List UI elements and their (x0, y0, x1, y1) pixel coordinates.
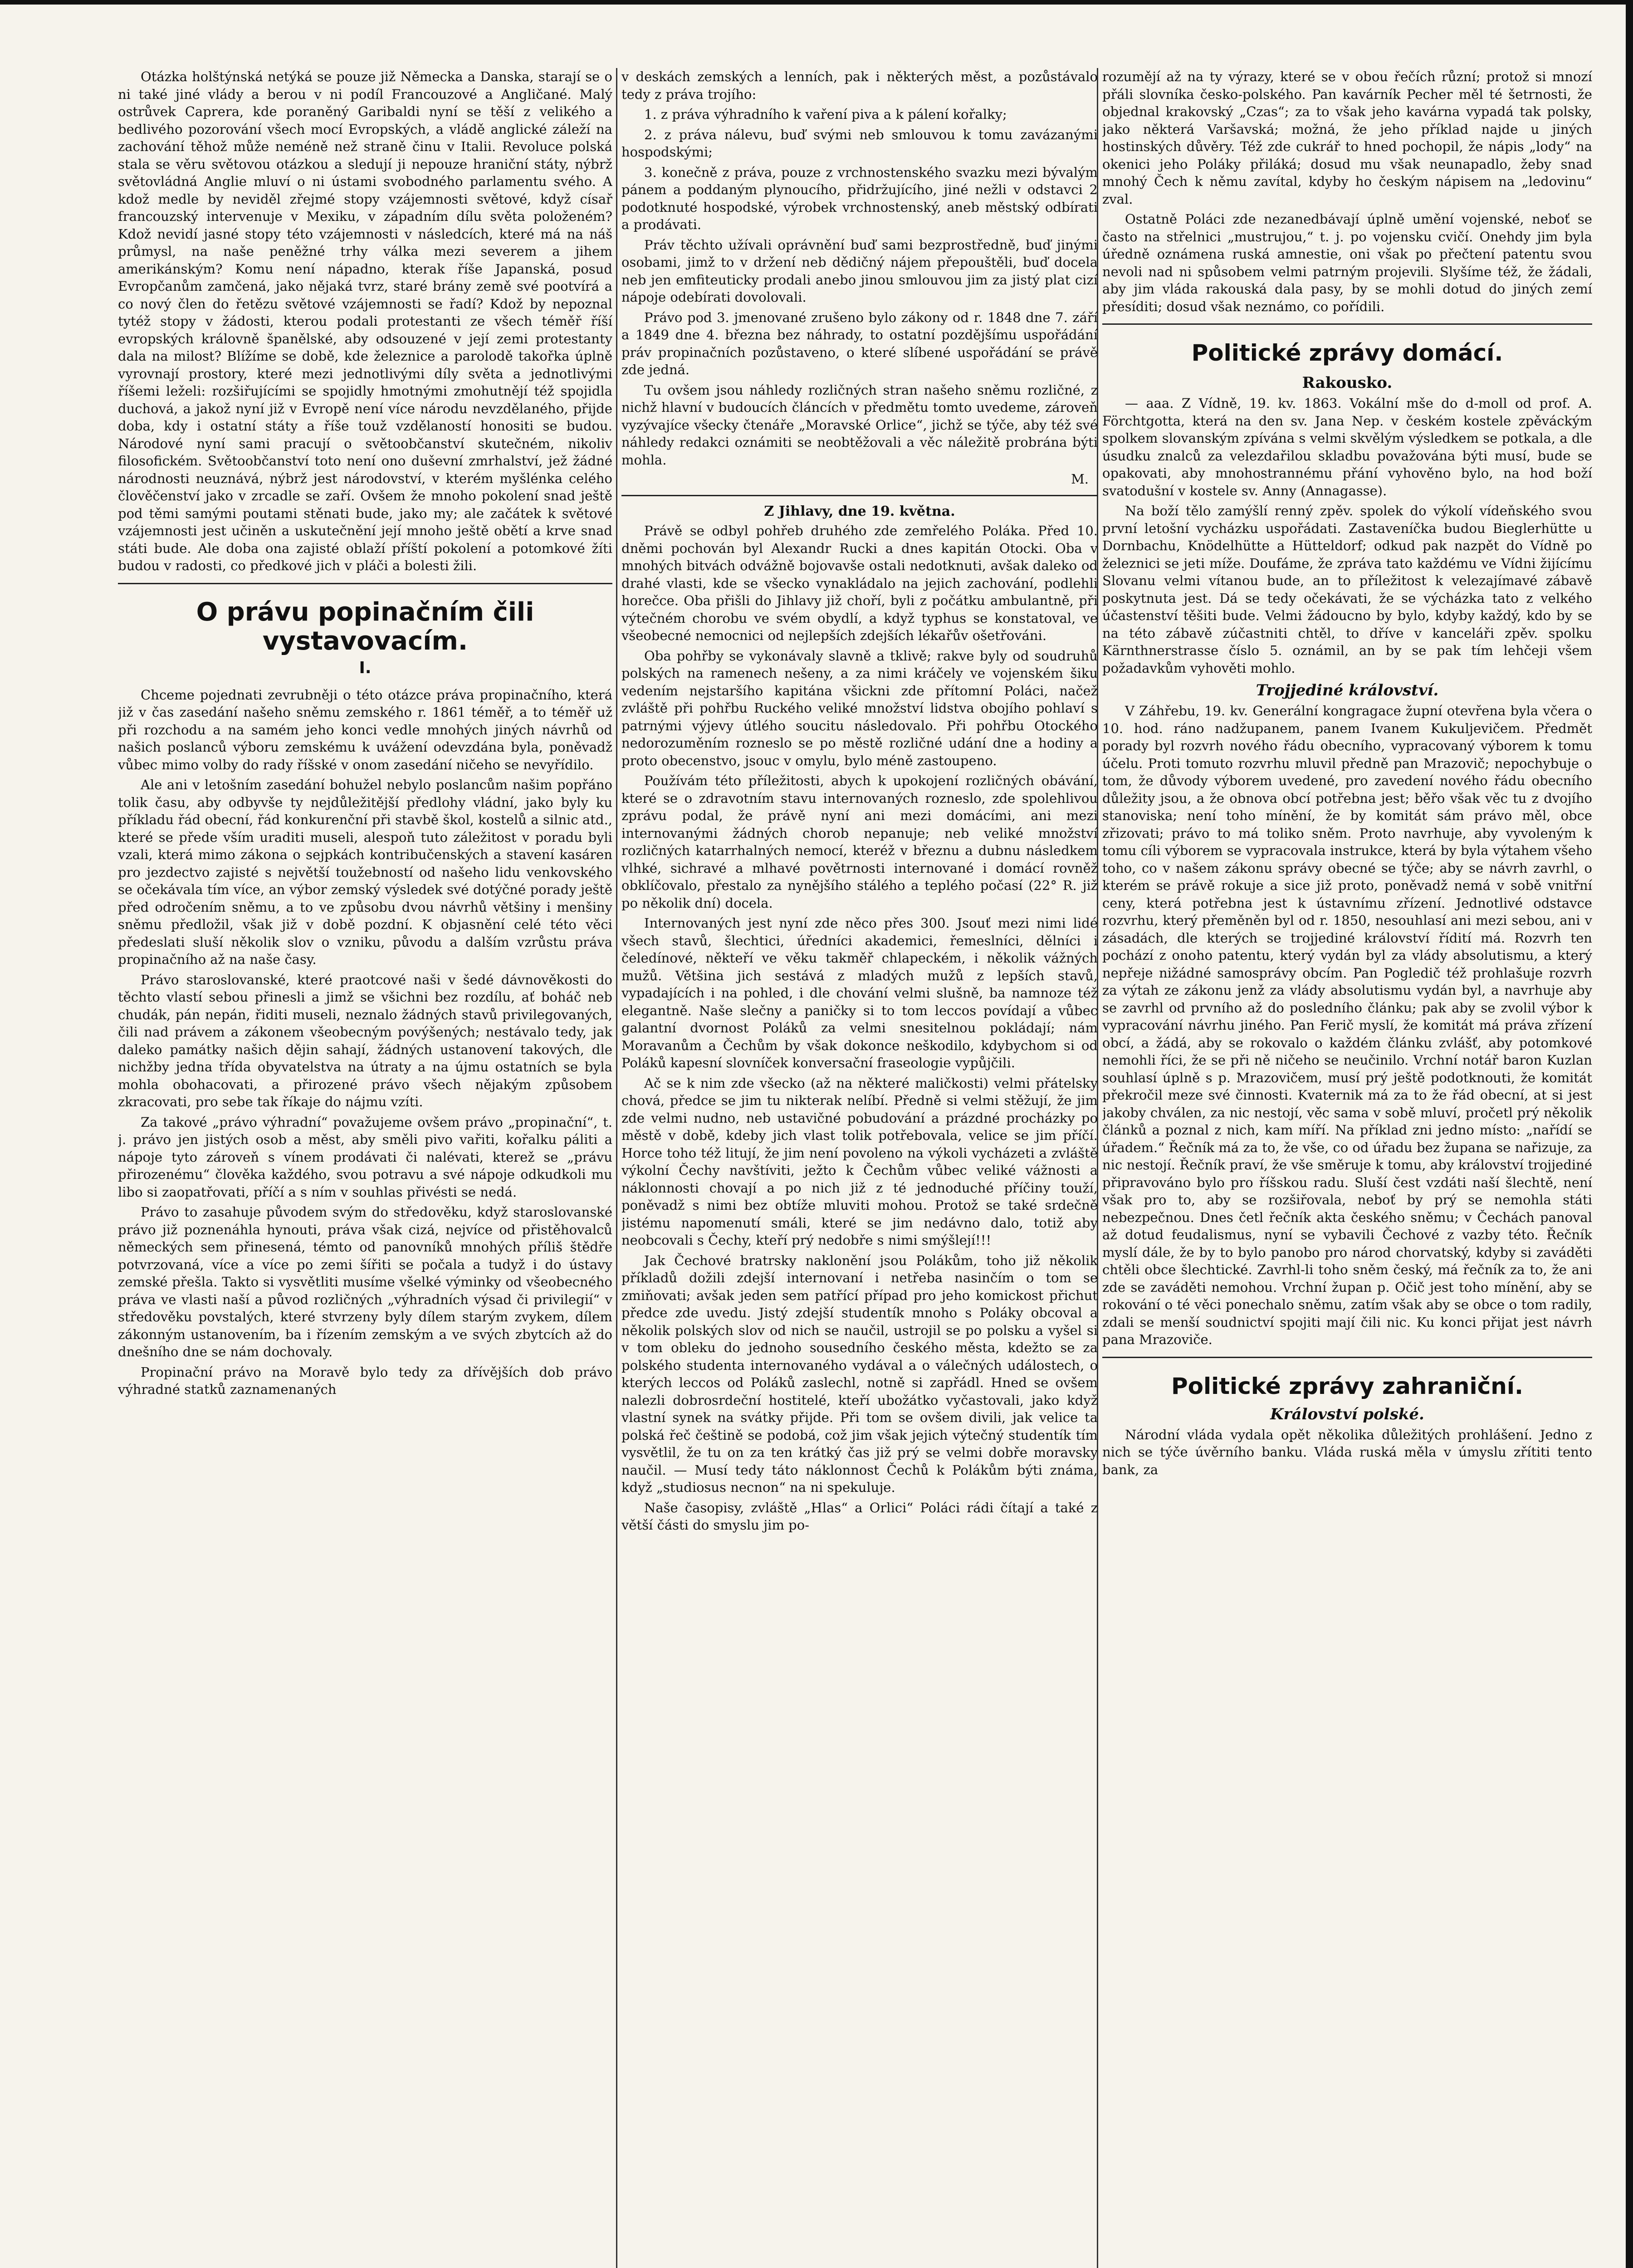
paragraph: Práv těchto užívali oprávnění buď sami bezprostředně, buď jinými osobami, jimž to v držení neb dědičný nájem přepouštěli, buď docela neb jen emfiteuticky prodali anebo jinou smlouvou jim za jistý plat cizí nápoje odebírati dovolovali. (621, 237, 1098, 305)
column-3 (1102, 68, 1592, 2268)
page-border-top (0, 0, 1633, 5)
paragraph: Právo pod 3. jmenované zrušeno bylo zákony od r. 1848 dne 7. září a 1849 dne 4. března bez náhrady, to ostatní pozdějšímu uspořádání práv propinačních pozůstaveno, o které slíbené uspořádání se právě zde jedná. (621, 309, 1098, 377)
section-heading-domestic: Politické zprávy domácí. (1191, 340, 1503, 366)
subheading-austria: Rakousko. (1302, 374, 1393, 392)
paragraph: 3. konečně z práva, pouze z vrchnostenského svazku mezi bývalým pánem a poddaným plynoucího, přidržujícího, jiné nežli v odstavci 2 podotknuté hospodské, výrobek vrchnostenský, aneb městský odbírati a prodávati. (621, 164, 1098, 232)
section-heading-foreign: Politické zprávy zahraniční. (1171, 1373, 1523, 1399)
paragraph: Internovaných jest nyní zde něco přes 300. Jsouť mezi nimi lidé všech stavů, šlechtici, úředníci akademici, řemeslníci, dělníci i čeledínové, někteří ve věku takměř chlapeckém, i několik vážných mužů. Většina jich sestává z mladých mužů z lepších stavů, vypadajících i na pohled, i dle chování velmi slušně, ba namnoze též elegantně. Naše slečny a paničky si to tom leccos povídají a vůbec galantní dvornost Poláků za velmi snesitelnou pokládají; nám Moravanům a Čechům by však dokonce neškodilo, kdybychom si od Poláků kapesní slovníček konversační fraseologie vypůjčili. (621, 915, 1098, 1070)
paragraph: Propinační právo na Moravě bylo tedy za dřívějších dob právo výhradné statků zaznamenaných (118, 1364, 612, 1397)
paragraph: Ale ani v letošním zasedání bohužel nebylo poslancům našim popřáno tolik času, aby odbyvše ty nejdůležitější předlohy vládní, jako byly ku příkladu řád obecní, řád konkurenční při stavbě škol, kostelů a silnic atd., které se přede vším uraditi museli, alespoň tuto záležitost v poradu byli vzali, která mimo zákona o sejpkách kontribučenských a stavení kasáren pro jezdectvo zajisté s největší toužebností od našeho lidu venkovského se očekávala tím více, an výbor zemský výsledek své dotýčné porady ještě před odročením sněmu, a to ve způsobu dvou návrhů většiny i menšiny sněmu předložil, však již v době pozdní. K objasnění celé této věci předeslati sluší několik slov o vzniku, původu a dalším vzrůstu práva propinačního až na naše časy. (118, 777, 612, 967)
paragraph: Naše časopisy, zvláště „Hlas“ a Orlici“ Poláci rádi čítají a také z větší části do smyslu jim po- (621, 1500, 1098, 1533)
paragraph: Chceme pojednati zevrubněji o této otázce práva propinačního, která již v čas zasedání našeho sněmu zemského r. 1861 téměř, a to téměř už při rozchodu a na samém jeho konci vedle mnohých jiných návrhů od našich poslanců výboru zemskému k uvážení odevzdána byla, poněvadž vůbec mimo volby do rady říšské v onom zasedání ničeho se nevyřídilo. (118, 687, 612, 772)
article-heading: O právu popinačním čili vystavovacím. (196, 597, 534, 656)
column-2 (621, 68, 1098, 2268)
paragraph: Právo staroslovanské, které praotcové naši v šedé dávnověkosti do těchto vlastí sebou přinesli a jimž se všichni bez rozdílu, ať boháč neb chudák, pán nepán, řiditi museli, neznalo žádných stavů privilegovaných, čili nad právem a zákonem všeobecným povýšených; nestávalo tedy, jak daleko památky našich dějin sahají, žádných ustanovení takových, dle nichžby jedna třída obyvatelstva na útraty a na újmu ostatních se byla mohla obohacovati, a přirozené právo všech nějakým způsobem zkracovati, pro sebe tak říkaje do nájmu vzíti. (118, 972, 612, 1110)
paragraph: Na boží tělo zamýšlí renný zpěv. spolek do výkolí vídeňského svou první letošní vycházku uspořádati. Zastaveníčka budou Bieglerhütte u Dornbachu, Knödelhütte a Hütteldorf; odkud pak nazpět do Vídně po železnici se jeti míže. Doufáme, že zpráva tato každému ve Vídni žijícímu Slovanu velmi vítanou bude, an to příležitost k velezajímavé zábavě poskytnuta jest. Dá se tedy očekávati, že se výcházka tato z velkého účastenství těšiti bude. Velmi žádoucno by bylo, kdyby každý, kdo by se na této zábavě zúčastniti chtěl, to dříve v kanceláři zpěv. spolku Kärnthnerstrasse číslo 5. oznámil, an by se pak tím lehčeji všem požadavkům vyhověti mohlo. (1102, 503, 1592, 676)
paragraph: Právě se odbyl pohřeb druhého zde zemřelého Poláka. Před 10. dněmi pochován byl Alexandr Rucki a dnes kapitán Otocki. Oba v mnohých bitvách odvážně bojovavše ostali nedotknuti, avšak daleko od drahé vlasti, kde se všecko vynakládalo na jejich zachování, podlehli horečce. Oba přišli do Jihlavy již choří, byli z počátku ambulantně, při výtečném chorobu ve svém obydlí, a když typhus se konstatoval, ve všeobecné nemocnici od nejlepších zdejších lékařův ošetřováni. (621, 523, 1098, 643)
paragraph: Ač se k nim zde všecko (až na některé maličkosti) velmi přátelsky chová, předce se jim tu nikterak nelíbí. Předně si velmi stěžují, že jim zde velmi nudno, neb ustavičné pobudování a prázdné procházky po městě v době, kdeby jich vlast tolik potřebovala, velice se jim příčí. Horce toho též litují, že jim není povoleno na výkoli vycházeti a zvláště výkolní Čechy navštíviti, ježto k Čechům vůbec veliké vážnosti a náklonnosti chovají a po nich již z té jednoduché příčiny touží, poněvadž s nimi bez obtíže mluviti mohou. Protož se také srdečně jistému napomenutí smáli, které se jim nedávno dalo, totiž aby neobcovali s Čechy, kteří prý nedobře s nimi smýšlejí!!! (621, 1075, 1098, 1248)
paragraph: Otázka holštýnská netýká se pouze již Německa a Danska, starají se o ni také jiné vlády a berou v ni podíl Francouzové a Angličané. Malý ostrůvek Caprera, kde poraněný Garibaldi nyní se těší z velikého a bedlivého pozorování všech mocí Evropských, a vládě anglické záleží na zachování těhož může neméně než straně činu v Italii. Revoluce polská stala se věru světovou otázkou a sledují ji nepouze hraniční státy, nýbrž světovládná Anglie mluví o ni ústami svobodného parlamentu svého. A kdož medle by neviděl zřejmé stopy vzájemnosti světové, když císař francouzský intervenuje v Mexiku, v západním dílu světa položeném? Kdož nevidí jasné stopy této vzájemnosti v následcích, které má na náš průmysl, na naše peněžné trhy válka mezi severem a jihem amerikánským? Komu není nápadno, kterak říše Japanská, posud Evropčanům zamčená, jako nějaká tvrz, staré brány země své pootvírá a co nový člen do řetězu světové vzájemnosti se řadí? Kdož by nepoznal tytéž stopy v žádosti, kterou podali protestanti ze všech téměř říší evropských královně španělské, aby odsouzené v její zemi protestanty dala na milost? Blížíme se době, kde železnice a parolodě takořka úplně vyrovnají prostory, které mezi jednotlivými díly světa a jednotlivými říšemi leželi: rozšiřujícími se spojidly hmotnými zmohutnějí též spojidla duchová, a jakož nyní již v Evropě není více národu nevzdělaného, přijde doba, kdy i ostatní státy a říše touž vzdělaností honositi se budou. Národové nyní sami pracují o světoobčanství skutečném, nikoliv filosofickém. Světoobčanství toto není ono duševní zmrhalství, jež žádné národnosti neuznává, nýbrž jest národovství, v kterém myšlénka celého člověčenství jako v zrcadle se zaří. Ovšem že mnoho pokolení snad ještě pod těmi samými poutami stěnati bude, jako my; ale začátek k světové vzájemnosti jest učiněn a uskutečnění její mnoho ještě obětí a krve snad státi bude. Ale doba ona zajisté oblaží příští pokolení a potomkové žíti budou v radosti, co předkové jich v pláči a bolesti žili. (118, 69, 612, 573)
paragraph: 1. z práva výhradního k vaření piva a k pálení kořalky; (644, 107, 1007, 122)
paragraph: Národní vláda vydala opět několika důležitých prohlášení. Jedno z nich se týče úvěrního banku. Vláda ruská měla v úmyslu zřítiti tento bank, za (1102, 1427, 1592, 1477)
page-border-right (1626, 0, 1633, 2268)
signature: M. (1071, 471, 1089, 487)
paragraph: Oba pohřby se vykonávaly slavně a tklivě; rakve byly od soudruhů polských na ramenech nešeny, a za nimi kráčely ve vojenském šiku vedením nejstaršího kapitána všickni zde přítomní Poláci, načež zvláště při pohřbu Ruckého veliké množství lidstva obojího pohlaví s patrnými výjevy útlého soucitu následovalo. Při pohřbu Otockého nedorozuměním rozneslo se po městě rozličné udání dne a hodiny a proto obecenstvo, jsouc v omylu, bylo méně zastoupeno. (621, 648, 1098, 768)
column-divider-1 (616, 68, 617, 2268)
dateline: Z Jihlavy, dne 19. května. (764, 503, 955, 519)
paragraph: Používám této příležitosti, abych k upokojení rozličných obávání, které se o zdravotním stavu internovaných rozneslo, zde spolehlivou zprávu podal, že právě nyní ani mezi domácími, ani mezi internovanými žádných chorob nepanuje; neb veliké množství rozličných katarrhalných nemocí, kteréž v březnu a dubnu následkem vlhké, sichravé a mlhavé povětrnosti internované i domácí rovněž obklíčovalo, přestalo za nynějšího stálého a teplého počasí (22° R. již po několik dní) docela. (621, 773, 1098, 911)
column-1 (118, 68, 612, 2268)
paragraph: Jak Čechové bratrsky naklonění jsou Polákům, toho již několik příkladů dožili zdejší internovaní i netřeba nasinčím o tom se zmiňovati; avšak jeden sem patřící případ pro jeho komickost přichut předce zde uvedu. Jistý zdejší studentík mnoho s Poláky obcoval a několik polských slov od nich se naučil, ustrojil se po polsku a vyšel si v tom obleku do jednoho sousedního českého města, kdežto se za polského studenta internovaného vydával a o válečných událostech, o kterých leccos od Poláků zaslechl, notně si zapřádl. Hned se ovšem nalezli dobrosrdeční hostitelé, kteří ubožátko vyčastovali, jako když vlastní synek na svátky přijde. Při tom se ovšem divili, jak velice ta polská řeč češtině se podobá, což jim však jejich výtečný studentík tím vysvětlil, že tu on za ten krátký čas již prý se velmi dobře moravsky naučil. — Musí tedy táto náklonnost Čechů k Polákům býti známa, když „studiosus necnon“ na ni spekuluje. (621, 1252, 1098, 1495)
section-divider (118, 583, 612, 584)
section-divider (1102, 323, 1592, 325)
subheading-triune-kingdom: Trojjediné království. (1256, 681, 1439, 699)
paragraph: Právo to zasahuje původem svým do středověku, když staroslovanské právo již poznenáhla hynouti, práva však cizá, nejvíce od přistěhovalců německých sem přinesená, témto od panovníků mnohých příliš štědře potvrzovaná, více a více po zemi šířiti se počala a tudyž i do ústavy zemské přešla. Takto si vysvětliti musíme všelké výminky od všeobecného práva ve vlasti naší a původ rozličných „výhradních výsad či privilegií“ v středověku povstalých, které stvrzeny byly dílem starým zvykem, dílem zákonným ustanovením, ba i řízením zemským a ve svých zbytcích až do dnešního dne se nám dochovaly. (118, 1204, 612, 1359)
section-divider (621, 495, 1098, 496)
paragraph: V Záhřebu, 19. kv. Generální kongragace župní otevřena byla včera o 10. hod. ráno nadžupanem, panem Ivanem Kukuljevičem. Předmět porady byl rozvrh nového řádu obecního, vypracovaný výborem k tomu účelu. Proti tomuto rozvrhu mluvil předně pan Mrazovič; nepochybuje o tom, že důvody výborem uvedené, pro zavedení nového řádu obecního důležity jsou, a že obnova obcí potřebna jest; běřo však věc tu z dvojího stanoviska; není toho mínění, že by komitát sám právo měl, obce zřizovati; právo to má toliko sněm. Proto navrhuje, aby vyvoleným k tomu cíli výborem se vypracovala instrukce, která by byla výtahem všeho toho, co v našem zákonu správy obecné se týče; aby se návrh zavrhl, o kterém se právě rokuje a sice již proto, poněvadž nemá v sobě vnitřní ceny, která potřebna jest k ústavnímu zřízení. Jednotlivé odstavce rozvrhu, který přeměněn byl od r. 1850, nesouhlasí ani mezi sebou, ani v zásadách, dle kterých se trojjediné království řídití má. Rozvrh ten pochází z onoho patentu, který vydán byl za vlády absolutismu, a který nepřeje nižádné samosprávy obcím. Pan Pogledič též prohlašuje rozvrh za výtah ze zákonu jenž za vlády absolutismu vydán byl, a navrhuje aby se zavrhl od prvního až do posledního článku; pak aby se zvolil výbor k vypracování návrhu jiného. Pan Ferič myslí, že komitát má práva zřízení obcí, a žádá, aby se rokovalo o každém článku zvlášť, aby potomkové nemohli říci, že se při ně ničeho se neučinilo. Vrchní notář baron Kuzlan souhlasí úplně s p. Mrazovičem, musí prý ještě podotknouti, že komitát překročil meze své činnosti. Kvaternik má za to že řád obecní, at si jest jakoby chválen, za nic nestojí, věc sama v sobě mluví, pročetl prý několik článků a poznal z nich, kam míří. Na příklad zni jedno místo: „nařídí se úřadem.“ Řečník má za to, že vše, co od úřadu bez župana se nařizuje, za nic nestojí. Řečník praví, že vše směruje k tomu, aby království trojjediné připravováno bylo pro říšskou radu. Sluší čest vzdáti naší šlechtě, není však pro to, aby se rozšiřovala, neboť by prý se nemohla státi nebezpečnou. Dnes četl řečník akta českého sněmu; v Čechách panoval až dotud feudalismus, nyní se vybavili Čechové z vazby této. Řečník myslí dále, že by to bylo panobo pro národ chorvatský, kdyby si zaváděti chtěli obce šlechtické. Zavrhl-li toho sněm český, má řečník za to, že ani zde se zaváděti nemohou. Vrchní župan p. Očič jest toho mínění, aby se rokování o té věci ponechalo sněmu, zatím však aby se obce o tom radily, zdali se menší soudnictví spojiti mají čili nic. Ku konci přijat jest návrh pana Mrazoviče. (1102, 703, 1592, 1347)
paragraph: Tu ovšem jsou náhledy rozličných stran našeho sněmu rozličné, z nichž hlavní v budoucích článcích v předmětu tomto uvedeme, zároveň vyzývajíce všecky čtenáře „Moravské Orlice“, jichž se týče, aby též své náhledy redakci oznámiti se neobtěžovali a věc náležitě probrána býti mohla. (621, 382, 1098, 468)
paragraph: — aaa. Z Vídně, 19. kv. 1863. Vokální mše do d-moll od prof. A. Förchtgotta, která na den sv. Jana Nep. v českém kostele zpěváckým spolkem slovanským zpívána s velmi skvělým výsledkem se potkala, a dle úsudku znalců za velezdařilou skladbu považována býti musí, bude se opakovati, aby mnohostrannému přání vyhověno bylo, na hod boží svatodušní v kostele sv. Anny (Annagasse). (1102, 396, 1592, 499)
subheading-poland: Království polské. (1270, 1405, 1424, 1423)
section-divider (1102, 1357, 1592, 1358)
paragraph: Ostatně Poláci zde nezanedbávají úplně umění vojenské, neboť se často na střelnici „mustrujou,“ t. j. po vojensku cvičí. Onehdy jim byla úředně oznámena ruská amnestie, oni však po přečtení patentu svou nevoli nad ni spůsobem velmi patrným projevili. Slyšíme též, že žádali, aby jim vláda rakouská dala pasy, by se mohli dotud do jiných zemí přesíditi; dosud však neznámo, co pořídili. (1102, 211, 1592, 314)
section-number: I. (359, 658, 372, 677)
paragraph: 2. z práva nálevu, buď svými neb smlouvou k tomu zavázanými hospodskými; (621, 127, 1098, 160)
paragraph: rozumějí až na ty výrazy, které se v obou řečích různí; protož si mnozí přáli slovníka česko-polského. Pan kavárník Pecher měl té šetrnosti, že objednal krakovský „Czas“; za to však jeho kavárna vypadá tak polsky, jako některá Varšavská; možná, že jeho příklad najde u jiných hostinských důvěry. Též zde cukrář to hned pochopil, že nápis „lody“ na okenici jeho Poláky přiláká; dosud mu však neunapadlo, žeby snad mnohý Čech k němu zavítal, kdyby ho českým nápisem na „ledovinu“ zval. (1102, 69, 1592, 207)
paragraph: Za takové „právo výhradní“ považujeme ovšem právo „propinační“, t. j. právo jen jistých osob a měst, aby směli pivo vařiti, kořalku páliti a nápoje tyto zároveň s vínem prodávati či nalévati, kterež se „právu přirozenému“ člověka každého, svou potravu a své nápoje odkudkoli mu libo si zaopatřovati, příčí a s ním v souhlas přivésti se nedá. (118, 1114, 612, 1200)
paragraph: v deskách zemských a lenních, pak i některých měst, a pozůstávalo tedy z práva trojího: (621, 69, 1098, 102)
